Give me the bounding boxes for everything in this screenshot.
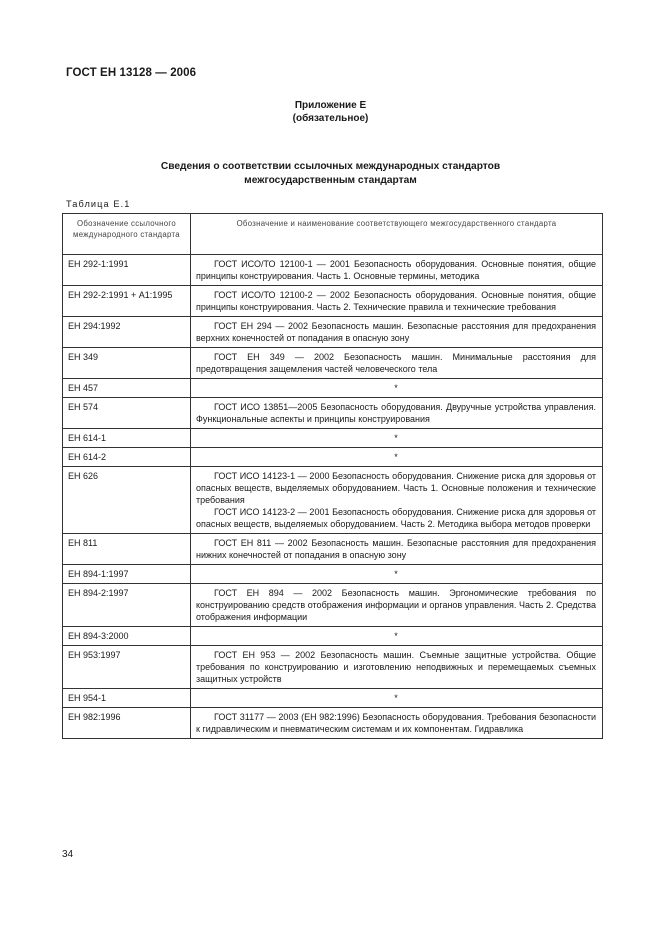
table-row xyxy=(63,584,603,627)
table-row xyxy=(63,708,603,739)
international-standard-cell: ЕН 614-2 xyxy=(63,448,191,467)
international-standard-cell: ЕН 953:1997 xyxy=(63,646,191,689)
no-equivalent-marker: * xyxy=(191,379,603,398)
section-title-line-2: межгосударственным стандартам xyxy=(244,175,417,186)
standard-description: ГОСТ ЕН 953 — 2002 Безопасность машин. Съемные защитные устройства. Общие требования по конструированию и изготовлению неподвижных и перемещаемых съемных защитных устройств xyxy=(196,650,596,684)
international-standard-cell: ЕН 614-1 xyxy=(63,429,191,448)
no-equivalent-marker: * xyxy=(191,429,603,448)
appendix-subtitle: (обязательное) xyxy=(292,113,369,124)
standard-description: ГОСТ ИСО/ТО 12100-1 — 2001 Безопасность оборудования. Основные понятия, общие принципы конструирования. Часть 1. Основные термины, методика xyxy=(196,259,596,281)
table-row xyxy=(63,348,603,379)
interstate-standard-cell xyxy=(191,398,603,429)
standard-description: ГОСТ ЕН 894 — 2002 Безопасность машин. Эргономические требования по конструированию средств отображения информации и органов управления. Часть 2. Средства отображения информации xyxy=(196,588,596,622)
table-row xyxy=(63,627,603,646)
standard-description: ГОСТ ИСО/ТО 12100-2 — 2002 Безопасность оборудования. Основные понятия, общие принципы конструирования. Часть 2. Технические правила и технические требования xyxy=(196,290,596,312)
appendix-title: Приложение Е xyxy=(294,100,367,111)
no-equivalent-marker: * xyxy=(191,689,603,708)
standard-description: ГОСТ ЕН 349 — 2002 Безопасность машин. Минимальные расстояния для предотвращения защемления частей человеческого тела xyxy=(196,352,596,374)
no-equivalent-marker: * xyxy=(191,448,603,467)
international-standard-cell: ЕН 894-3:2000 xyxy=(63,627,191,646)
interstate-standard-cell xyxy=(191,584,603,627)
standard-description: ГОСТ ЕН 811 — 2002 Безопасность машин. Безопасные расстояния для предохранения нижних конечностей от попадания в опасную зону xyxy=(196,538,596,560)
international-standard-cell: ЕН 292-2:1991 + А1:1995 xyxy=(63,286,191,317)
interstate-standard-cell xyxy=(191,467,603,534)
standard-description: ГОСТ 31177 — 2003 (ЕН 982:1996) Безопасность оборудования. Требования безопасности к гидравлическим и пневматическим системам и их компонентам. Гидравлика xyxy=(196,712,596,734)
appendix-heading xyxy=(0,99,661,125)
table-row xyxy=(63,317,603,348)
international-standard-cell: ЕН 292-1:1991 xyxy=(63,255,191,286)
international-standard-cell: ЕН 294:1992 xyxy=(63,317,191,348)
interstate-standard-cell xyxy=(191,286,603,317)
table-row xyxy=(63,565,603,584)
table-row xyxy=(63,646,603,689)
international-standard-cell: ЕН 894-2:1997 xyxy=(63,584,191,627)
table-header-row xyxy=(63,214,603,255)
interstate-standard-cell xyxy=(191,348,603,379)
international-standard-cell: ЕН 982:1996 xyxy=(63,708,191,739)
table-row xyxy=(63,689,603,708)
international-standard-cell: ЕН 349 xyxy=(63,348,191,379)
international-standard-cell: ЕН 894-1:1997 xyxy=(63,565,191,584)
international-standard-cell: ЕН 954-1 xyxy=(63,689,191,708)
document-header: ГОСТ ЕН 13128 — 2006 xyxy=(66,67,197,79)
table-row xyxy=(63,286,603,317)
table-row xyxy=(63,429,603,448)
no-equivalent-marker: * xyxy=(191,627,603,646)
section-title xyxy=(0,160,661,188)
column-header-international: Обозначение ссылочного международного стандарта xyxy=(63,214,191,255)
table-row xyxy=(63,379,603,398)
table-row xyxy=(63,534,603,565)
international-standard-cell: ЕН 574 xyxy=(63,398,191,429)
standard-description: ГОСТ ЕН 294 — 2002 Безопасность машин. Безопасные расстояния для предохранения верхних конечностей от попадания в опасную зону xyxy=(196,321,596,343)
table-row xyxy=(63,467,603,534)
table-row xyxy=(63,255,603,286)
no-equivalent-marker: * xyxy=(191,565,603,584)
table-row xyxy=(63,448,603,467)
international-standard-cell: ЕН 811 xyxy=(63,534,191,565)
interstate-standard-cell xyxy=(191,317,603,348)
interstate-standard-cell xyxy=(191,708,603,739)
international-standard-cell: ЕН 457 xyxy=(63,379,191,398)
correspondence-table xyxy=(62,213,603,739)
interstate-standard-cell xyxy=(191,646,603,689)
page-number: 34 xyxy=(62,849,74,860)
standard-description: ГОСТ ИСО 13851—2005 Безопасность оборудования. Двуручные устройства управления. Функциональные аспекты и принципы конструирования xyxy=(196,402,596,424)
standard-description: ГОСТ ИСО 14123-1 — 2000 Безопасность оборудования. Снижение риска для здоровья от опасных веществ, выделяемых оборудованием. Часть 1. Основные положения и технические требования xyxy=(196,471,596,505)
section-title-line-1: Сведения о соответствии ссылочных международных стандартов xyxy=(160,161,501,172)
table-caption: Таблица Е.1 xyxy=(66,199,131,209)
international-standard-cell: ЕН 626 xyxy=(63,467,191,534)
table-row xyxy=(63,398,603,429)
interstate-standard-cell xyxy=(191,255,603,286)
column-header-interstate: Обозначение и наименование соответствующего межгосударственного стандарта xyxy=(191,214,603,255)
interstate-standard-cell xyxy=(191,534,603,565)
standard-description: ГОСТ ИСО 14123-2 — 2001 Безопасность оборудования. Снижение риска для здоровья от опасных веществ, выделяемых оборудованием. Часть 2. Методика выбора методов проверки xyxy=(196,507,596,529)
